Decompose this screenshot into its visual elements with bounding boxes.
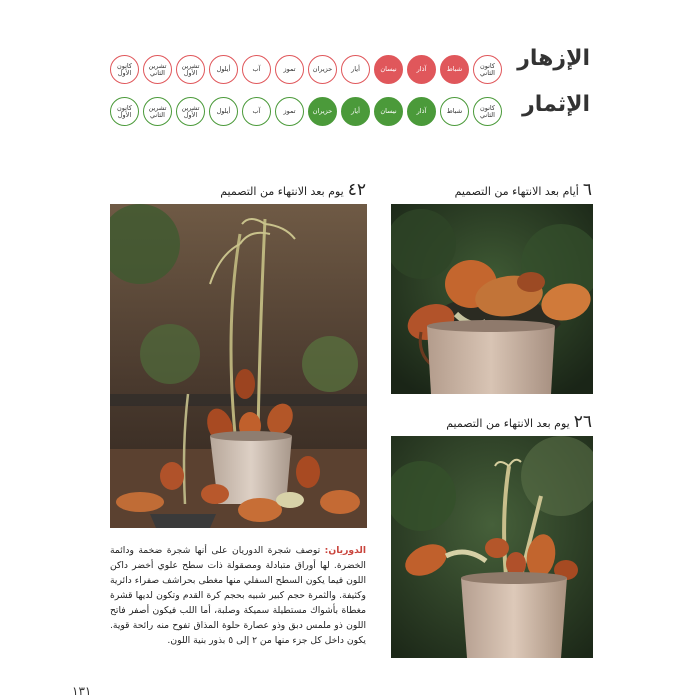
caption-26-text: يوم بعد الانتهاء من التصميم (446, 417, 570, 430)
fruiting-month-5: أيار (341, 97, 370, 126)
fruiting-month-6: حزيران (308, 97, 337, 126)
caption-6-text: أيام بعد الانتهاء من التصميم (454, 185, 579, 198)
description-term: الدوريان: (324, 545, 366, 556)
flowering-month-7: تموز (275, 55, 304, 84)
photo-6-days (391, 204, 593, 394)
caption-6-number: ٦ (582, 180, 592, 200)
flowering-months (110, 55, 502, 84)
fruiting-month-3: آذار (407, 97, 436, 126)
fruiting-month-2: شباط (440, 97, 469, 126)
fruiting-month-7: تموز (275, 97, 304, 126)
flowering-month-12: كانون الأول (110, 55, 139, 84)
flowering-month-4: نيسان (374, 55, 403, 84)
flowering-month-1: كانون الثاني (473, 55, 502, 84)
flowering-month-2: شباط (440, 55, 469, 84)
durian-description (110, 543, 366, 648)
caption-26-days (446, 412, 592, 432)
caption-42-number: ٤٢ (347, 180, 366, 200)
fruiting-month-1: كانون الثاني (473, 97, 502, 126)
flowering-month-10: تشرين الأول (176, 55, 205, 84)
flowering-month-5: أيار (341, 55, 370, 84)
flowering-month-8: آب (242, 55, 271, 84)
fruiting-title: الإثمار (522, 92, 590, 117)
flowering-month-3: آذار (407, 55, 436, 84)
fruiting-months (110, 97, 502, 126)
flowering-month-9: أيلول (209, 55, 238, 84)
description-body: توصف شجرة الدوريان على أنها شجرة ضخمة ودائمة الخضرة. لها أوراق متبادلة ومصقولة ذات سطح علوي أخضر داكن اللون فيما يكون السطح السفلي منها مغطى بحراشف صفراء دائرية وكثيفة. والثمرة حجم كبير شبيه بحجم كرة القدم وتكون لديها قشرة مغطاة بأشواك مستطيلة سميكة وصلبة، أما اللب فيكون أصفر فاتح اللون ذو ملمس دبق وذو عصارة حلوة المذاق تفوح منه رائحة قوية. يكون داخل كل جزء منها من ٢ إلى ٥ بذور بنية اللون. (110, 545, 366, 646)
page-number: ١٣١ (72, 684, 92, 698)
flowering-title: الإزهار (517, 46, 590, 71)
photo-26-days (391, 436, 593, 658)
caption-42-days (220, 180, 366, 200)
fruiting-month-8: آب (242, 97, 271, 126)
caption-42-text: يوم بعد الانتهاء من التصميم (220, 185, 344, 198)
photo-42-days (110, 204, 367, 528)
fruiting-month-10: تشرين الأول (176, 97, 205, 126)
caption-6-days (455, 180, 592, 200)
fruiting-month-12: كانون الأول (110, 97, 139, 126)
fruiting-month-9: أيلول (209, 97, 238, 126)
fruiting-month-4: نيسان (374, 97, 403, 126)
fruiting-month-11: تشرين الثاني (143, 97, 172, 126)
flowering-month-6: حزيران (308, 55, 337, 84)
flowering-month-11: تشرين الثاني (143, 55, 172, 84)
caption-26-number: ٢٦ (573, 412, 592, 432)
